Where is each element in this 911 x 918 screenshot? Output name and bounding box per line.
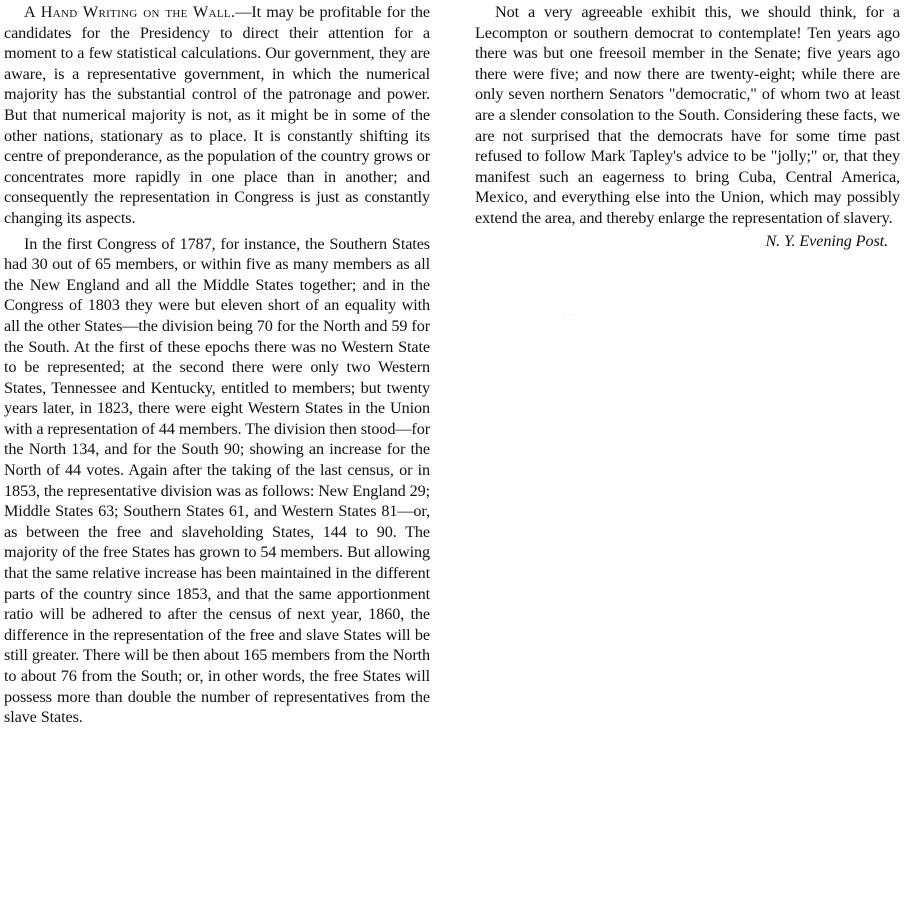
paragraph-1: [4, 2, 430, 229]
right-column: [475, 2, 900, 251]
left-column: [4, 2, 430, 728]
paragraph-3: Not a very agreeable exhibit this, we should think, for a Lecompton or southern democrat to contemplate! Ten years ago there was but one freesoil member in the Senate; five years ago there were five; and now there are twenty-eight; while there are only seven northern Senators "democratic," of whom two at least are a slender consolation to the South. Considering these facts, we are not surprised that the democrats have for some time past refused to follow Mark Tapley's advice to be "jolly;" or, that they manifest such an eagerness to bring Cuba, Central America, Mexico, and everything else into the Union, which may possibly extend the area, and thereby enlarge the representation of slavery.: [475, 3, 900, 227]
paragraph-2: In the first Congress of 1787, for instance, the Southern States had 30 out of 65 members, or within five as many members as all the New England and all the Middle States together; and in the Congress of 1803 they were but eleven short of an equality with all the other States—the division being 70 for the North and 59 for the South. At the first of these epochs there was no Western State to be represented; at the second there were only two Western States, Tennessee and Kentucky, entitled to members; but twenty years later, in 1823, there were eight Western States in the Union with a representation of 44 members. The division then stood—for the North 134, and for the South 90; showing an increase for the North of 44 votes. Again after the taking of the last census, or in 1853, the representative division was as follows: New England 29; Middle States 63; Southern States 61, and Western States 81—or, as between the free and slaveholding States, 144 to 90. The majority of the free States has grown to 54 members. But allowing that the same relative increase has been maintained in the different parts of the country since 1853, and that the same apportionment ratio will be adhered to after the census of next year, 1860, the difference in the representation of the free and slave States will be still greater. There will be then about 165 members from the North to about 76 from the South; or, in other words, the free States will possess more than double the number of representatives from the slave States.: [4, 234, 430, 727]
paragraph-1-text: —It may be profitable for the candidates for the Presidency to direct their attention for a moment to a few statistical calculations. Our government, they are aware, is a representative government, in which the numerical majority has the substantial control of the patronage and power. But that numerical majority is not, as it might be in some of the other nations, stationary as to place. It is constantly shifting its centre of preponderance, as the population of the country grows or concentrates more rapidly in one place than in another; and consequently the representation in Congress is just as constantly changing its aspects.: [4, 3, 431, 227]
source-attribution: N. Y. Evening Post.: [765, 231, 888, 250]
separator-dots: . . . .: [563, 311, 581, 317]
headline: A Hand Writing on the Wall.: [24, 3, 236, 21]
